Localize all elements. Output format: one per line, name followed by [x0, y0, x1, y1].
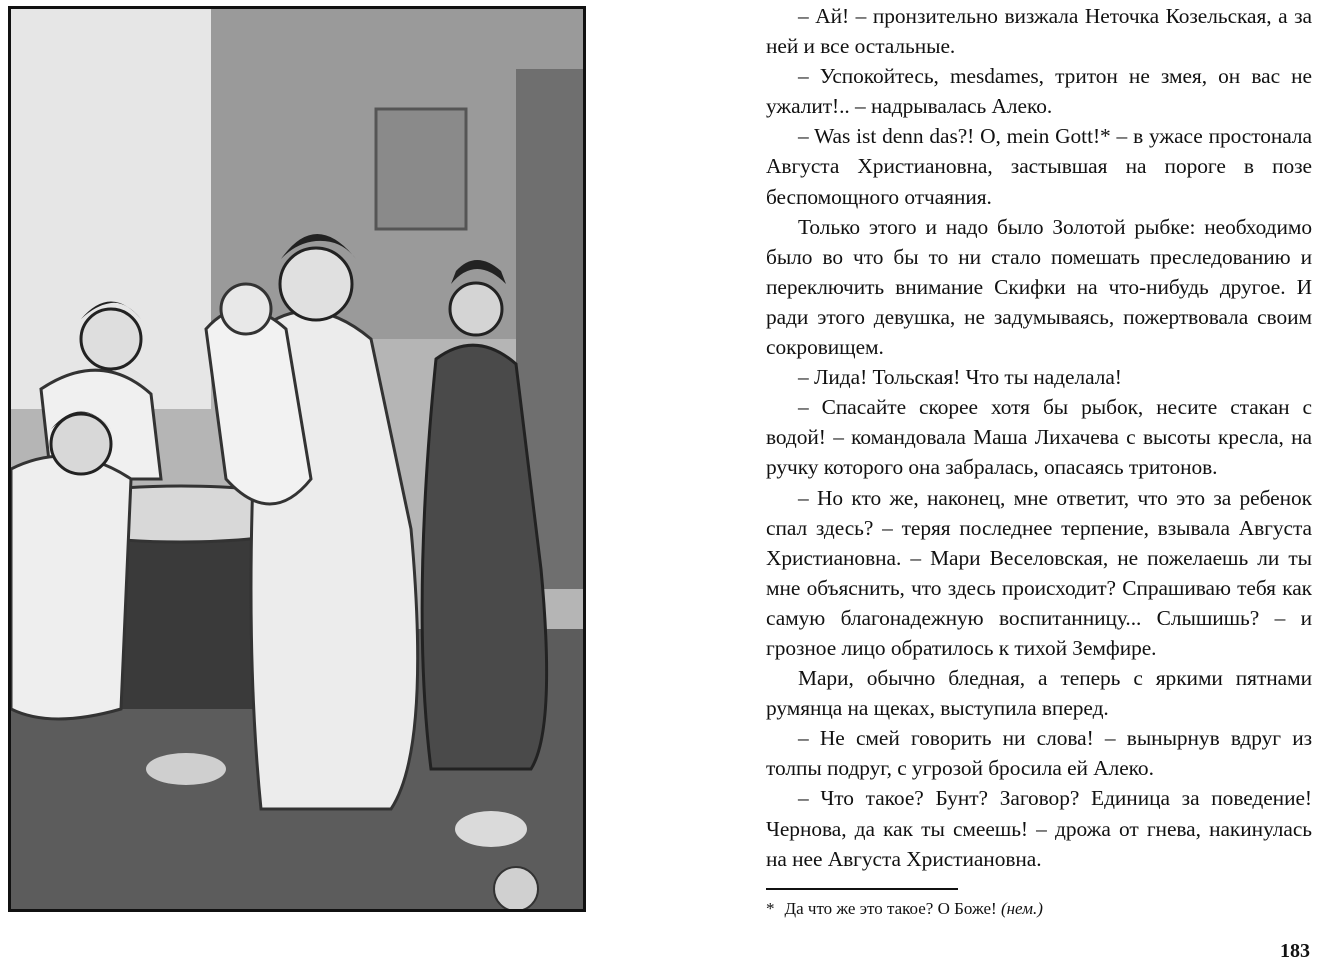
- paragraph: Только этого и надо было Золотой рыбке: необходимо было во что бы то ни стало помешать преследованию и переключить внимание Скифки на что-нибудь другое. И ради этого девушка, не задумываясь, пожертвовала своим сокровищем.: [766, 214, 1312, 360]
- footnote-text: Да что же это такое? О Боже!: [784, 899, 1001, 918]
- footnote-divider: [766, 888, 958, 890]
- illustration-drawing: [11, 9, 583, 909]
- page-number: 183: [1280, 940, 1310, 962]
- footnote-mark: *: [766, 899, 775, 918]
- book-illustration: [8, 6, 586, 912]
- paragraph: – Лида! Тольская! Что ты наделала!: [798, 365, 1122, 390]
- footnote: [766, 897, 1312, 921]
- paragraph: – Ай! – пронзительно визжала Неточка Козельская, а за ней и все остальные.: [766, 4, 1312, 59]
- paragraph: – Но кто же, наконец, мне ответит, что это за ребенок спал здесь? – теряя последнее терпение, взывала Августа Христиановна. – Мари Веселовская, не пожелаешь ли ты мне объяснить, что здесь происходит? Спрашиваю тебя как самую благонадежную воспитанницу... Слышишь? – и грозное лицо обратилось к тихой Земфире.: [766, 485, 1312, 660]
- body-text: [766, 0, 1312, 874]
- paragraph: – Успокойтесь, mesdames, тритон не змея, он вас не ужалит!.. – надрывалась Алеко.: [766, 64, 1312, 119]
- paragraph: – Спасайте скорее хотя бы рыбок, несите стакан с водой! – командовала Маша Лихачева с высоты кресла, на ручку которого она забралась, опасаясь тритонов.: [766, 395, 1312, 480]
- footnote-language-note: (нем.): [1000, 899, 1043, 918]
- paragraph: Мари, обычно бледная, а теперь с яркими пятнами румянца на щеках, выступила вперед.: [766, 666, 1312, 721]
- paragraph: – Не смей говорить ни слова! – вынырнув вдруг из толпы подруг, с угрозой бросила ей Алеко.: [766, 726, 1312, 781]
- paragraph: – Что такое? Бунт? Заговор? Единица за поведение! Чернова, да как ты смеешь! – дрожа от гнева, накинулась на нее Августа Христиановна.: [766, 786, 1312, 871]
- paragraph: – Was ist denn das?! O, mein Gott!* – в ужасе простонала Августа Христиановна, застывшая на пороге в позе беспомощного отчаяния.: [766, 124, 1312, 209]
